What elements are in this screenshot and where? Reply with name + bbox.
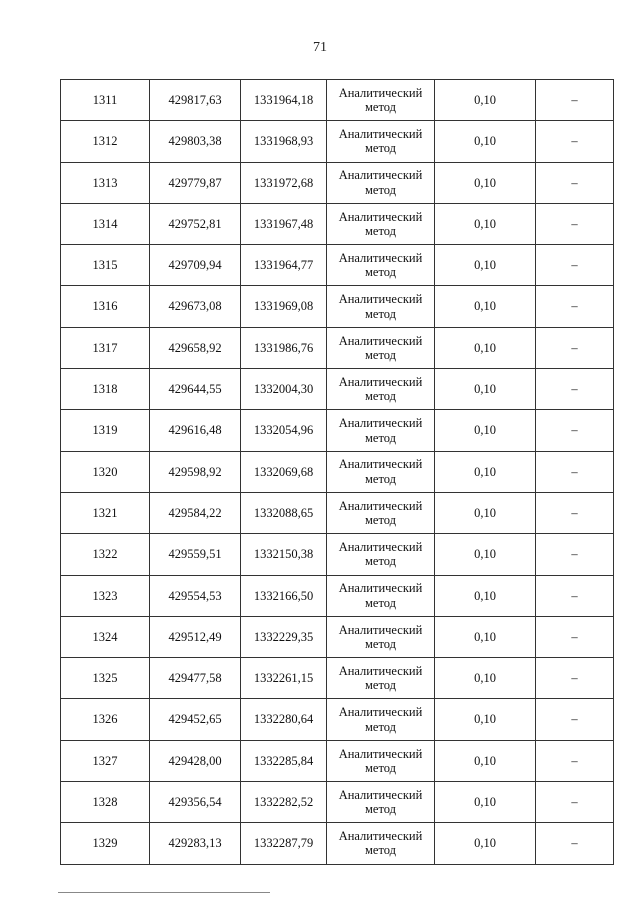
y-coordinate-cell: 1332150,38 <box>241 534 327 575</box>
error-cell: 0,10 <box>435 451 536 492</box>
x-coordinate-cell: 429452,65 <box>150 699 241 740</box>
note-cell: – <box>536 410 614 451</box>
method-line-2: метод <box>364 100 396 115</box>
error-cell: 0,10 <box>435 80 536 121</box>
method-line-1: Аналитический <box>338 85 423 100</box>
coordinates-table-body <box>61 80 614 865</box>
table-row <box>61 823 614 864</box>
error-cell: 0,10 <box>435 534 536 575</box>
page-number: 71 <box>313 40 327 55</box>
method-cell <box>327 492 435 533</box>
point-number-cell: 1312 <box>61 121 150 162</box>
method-line-1: Аналитический <box>338 829 423 844</box>
method-cell <box>327 327 435 368</box>
method-cell <box>327 369 435 410</box>
point-number-cell: 1319 <box>61 410 150 451</box>
method-line-2: метод <box>364 637 396 651</box>
method-cell <box>327 203 435 244</box>
note-cell: – <box>536 245 614 286</box>
method-line-2: метод <box>364 678 396 693</box>
error-cell: 0,10 <box>435 492 536 533</box>
x-coordinate-cell: 429554,53 <box>150 575 241 616</box>
note-cell: – <box>536 203 614 244</box>
table-row <box>61 658 614 699</box>
method-line-1: Аналитический <box>338 127 423 142</box>
note-cell: – <box>536 823 614 864</box>
note-cell: – <box>536 699 614 740</box>
x-coordinate-cell: 429477,58 <box>150 658 241 699</box>
x-coordinate-cell: 429584,22 <box>150 492 241 533</box>
method-line-1: Аналитический <box>338 168 423 183</box>
table-row <box>61 245 614 286</box>
error-cell: 0,10 <box>435 782 536 823</box>
error-cell: 0,10 <box>435 121 536 162</box>
y-coordinate-cell: 1331972,68 <box>241 162 327 203</box>
y-coordinate-cell: 1332261,15 <box>241 658 327 699</box>
method-line-2: метод <box>364 430 396 445</box>
y-coordinate-cell: 1331964,77 <box>241 245 327 286</box>
table-row <box>61 575 614 616</box>
error-cell: 0,10 <box>435 286 536 327</box>
table-row <box>61 410 614 451</box>
method-cell <box>327 782 435 823</box>
note-cell: – <box>536 492 614 533</box>
table-row <box>61 534 614 575</box>
error-cell: 0,10 <box>435 616 536 657</box>
y-coordinate-cell: 1332229,35 <box>241 616 327 657</box>
y-coordinate-cell: 1331969,08 <box>241 286 327 327</box>
y-coordinate-cell: 1332280,64 <box>241 699 327 740</box>
method-cell <box>327 410 435 451</box>
point-number-cell: 1317 <box>61 327 150 368</box>
error-cell: 0,10 <box>435 162 536 203</box>
method-line-2: метод <box>364 141 396 156</box>
point-number-cell: 1322 <box>61 534 150 575</box>
point-number-cell: 1326 <box>61 699 150 740</box>
x-coordinate-cell: 429709,94 <box>150 245 241 286</box>
table-row <box>61 80 614 121</box>
x-coordinate-cell: 429658,92 <box>150 327 241 368</box>
error-cell: 0,10 <box>435 699 536 740</box>
note-cell: – <box>536 658 614 699</box>
note-cell: – <box>536 740 614 781</box>
x-coordinate-cell: 429779,87 <box>150 162 241 203</box>
table-row <box>61 203 614 244</box>
y-coordinate-cell: 1332166,50 <box>241 575 327 616</box>
method-cell <box>327 575 435 616</box>
method-line-1: Аналитический <box>338 374 423 389</box>
table-row <box>61 699 614 740</box>
x-coordinate-cell: 429644,55 <box>150 369 241 410</box>
y-coordinate-cell: 1332088,65 <box>241 492 327 533</box>
note-cell: – <box>536 534 614 575</box>
y-coordinate-cell: 1332285,84 <box>241 740 327 781</box>
point-number-cell: 1328 <box>61 782 150 823</box>
method-cell <box>327 80 435 121</box>
method-line-2: метод <box>364 802 396 817</box>
method-cell <box>327 740 435 781</box>
table-row <box>61 369 614 410</box>
method-line-1: Аналитический <box>338 787 423 802</box>
point-number-cell: 1329 <box>61 823 150 864</box>
note-cell: – <box>536 369 614 410</box>
error-cell: 0,10 <box>435 327 536 368</box>
error-cell: 0,10 <box>435 410 536 451</box>
note-cell: – <box>536 616 614 657</box>
note-cell: – <box>536 451 614 492</box>
method-line-1: Аналитический <box>338 333 423 348</box>
point-number-cell: 1315 <box>61 245 150 286</box>
x-coordinate-cell: 429673,08 <box>150 286 241 327</box>
bottom-divider <box>58 892 270 893</box>
table-row <box>61 740 614 781</box>
method-line-2: метод <box>364 265 396 280</box>
table-row <box>61 782 614 823</box>
x-coordinate-cell: 429752,81 <box>150 203 241 244</box>
y-coordinate-cell: 1332287,79 <box>241 823 327 864</box>
x-coordinate-cell: 429283,13 <box>150 823 241 864</box>
method-line-2: метод <box>364 719 396 734</box>
error-cell: 0,10 <box>435 245 536 286</box>
point-number-cell: 1323 <box>61 575 150 616</box>
x-coordinate-cell: 429817,63 <box>150 80 241 121</box>
method-line-1: Аналитический <box>338 457 423 472</box>
x-coordinate-cell: 429559,51 <box>150 534 241 575</box>
x-coordinate-cell: 429356,54 <box>150 782 241 823</box>
point-number-cell: 1325 <box>61 658 150 699</box>
point-number-cell: 1318 <box>61 369 150 410</box>
method-line-2: метод <box>364 513 396 528</box>
note-cell: – <box>536 80 614 121</box>
method-line-1: Аналитический <box>338 746 423 761</box>
error-cell: 0,10 <box>435 658 536 699</box>
y-coordinate-cell: 1332069,68 <box>241 451 327 492</box>
method-line-2: метод <box>364 347 396 362</box>
y-coordinate-cell: 1331967,48 <box>241 203 327 244</box>
method-cell <box>327 162 435 203</box>
method-line-1: Аналитический <box>338 622 423 637</box>
error-cell: 0,10 <box>435 740 536 781</box>
method-line-1: Аналитический <box>338 581 423 596</box>
table-row <box>61 451 614 492</box>
method-cell <box>327 823 435 864</box>
method-line-2: метод <box>364 306 396 321</box>
method-cell <box>327 658 435 699</box>
point-number-cell: 1311 <box>61 80 150 121</box>
y-coordinate-cell: 1332054,96 <box>241 410 327 451</box>
method-cell <box>327 451 435 492</box>
method-line-1: Аналитический <box>338 498 423 513</box>
error-cell: 0,10 <box>435 369 536 410</box>
method-line-1: Аналитический <box>338 209 423 224</box>
method-line-2: метод <box>364 843 396 858</box>
method-line-2: метод <box>364 760 396 775</box>
x-coordinate-cell: 429428,00 <box>150 740 241 781</box>
method-line-1: Аналитический <box>338 663 423 678</box>
x-coordinate-cell: 429616,48 <box>150 410 241 451</box>
method-cell <box>327 245 435 286</box>
error-cell: 0,10 <box>435 823 536 864</box>
error-cell: 0,10 <box>435 203 536 244</box>
method-cell <box>327 699 435 740</box>
point-number-cell: 1313 <box>61 162 150 203</box>
y-coordinate-cell: 1331968,93 <box>241 121 327 162</box>
method-line-2: метод <box>364 389 396 404</box>
method-cell <box>327 616 435 657</box>
point-number-cell: 1316 <box>61 286 150 327</box>
error-cell: 0,10 <box>435 575 536 616</box>
method-line-1: Аналитический <box>338 705 423 720</box>
note-cell: – <box>536 782 614 823</box>
y-coordinate-cell: 1331986,76 <box>241 327 327 368</box>
note-cell: – <box>536 121 614 162</box>
method-line-2: метод <box>364 471 396 486</box>
note-cell: – <box>536 286 614 327</box>
note-cell: – <box>536 327 614 368</box>
y-coordinate-cell: 1331964,18 <box>241 80 327 121</box>
x-coordinate-cell: 429598,92 <box>150 451 241 492</box>
coordinates-table <box>60 79 614 865</box>
x-coordinate-cell: 429803,38 <box>150 121 241 162</box>
method-cell <box>327 121 435 162</box>
note-cell: – <box>536 162 614 203</box>
method-line-1: Аналитический <box>338 250 423 265</box>
x-coordinate-cell: 429512,49 <box>150 616 241 657</box>
y-coordinate-cell: 1332004,30 <box>241 369 327 410</box>
method-line-1: Аналитический <box>338 540 423 555</box>
point-number-cell: 1327 <box>61 740 150 781</box>
method-line-2: метод <box>364 595 396 610</box>
method-line-1: Аналитический <box>338 416 423 431</box>
method-cell <box>327 286 435 327</box>
table-row <box>61 121 614 162</box>
table-row <box>61 286 614 327</box>
point-number-cell: 1321 <box>61 492 150 533</box>
point-number-cell: 1320 <box>61 451 150 492</box>
method-cell <box>327 534 435 575</box>
point-number-cell: 1324 <box>61 616 150 657</box>
method-line-2: метод <box>364 224 396 239</box>
table-row <box>61 492 614 533</box>
table-row <box>61 616 614 657</box>
table-row <box>61 327 614 368</box>
method-line-1: Аналитический <box>338 292 423 307</box>
point-number-cell: 1314 <box>61 203 150 244</box>
note-cell: – <box>536 575 614 616</box>
method-line-2: метод <box>364 554 396 569</box>
method-line-2: метод <box>364 182 396 197</box>
table-row <box>61 162 614 203</box>
y-coordinate-cell: 1332282,52 <box>241 782 327 823</box>
